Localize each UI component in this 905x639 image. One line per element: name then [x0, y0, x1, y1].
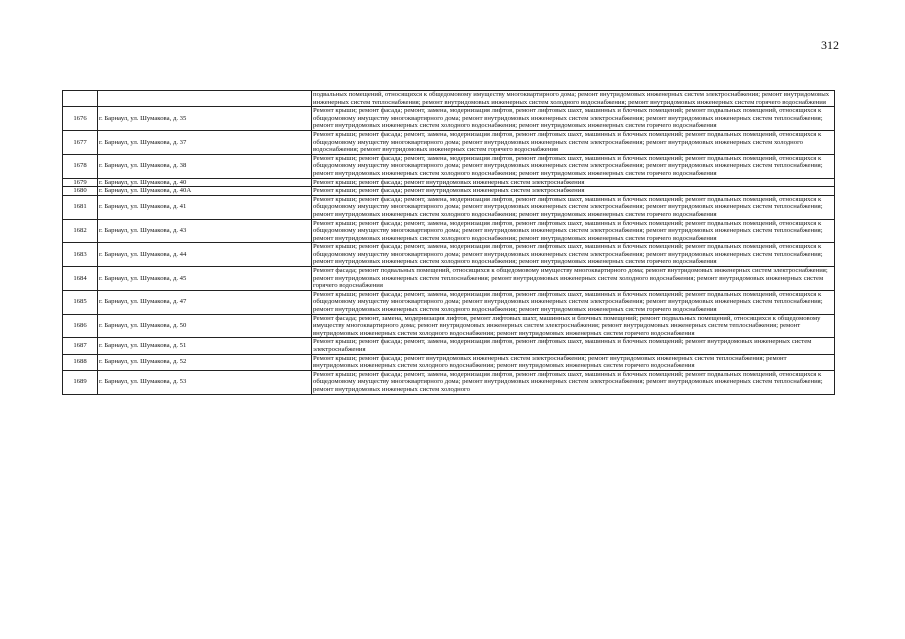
works-list-cell: Ремонт крыши; ремонт фасада; ремонт, замена, модернизация лифтов, ремонт лифтовых шахт, машинных и блочных помещений; ремонт подвальных помещений, относящихся к общедомовому имуществу многоквартирного дома; ремонт внутридомовых инженерных систем электроснабжения; ремонт внутридомовых инженерных систем теплоснабжения; ремонт внутридомовых инженерных систем холодного водоснабжения; ремонт внутридомовых инженерных систем горячего водоснабжения [312, 290, 835, 314]
row-number-cell: 1689 [63, 370, 98, 394]
works-list-cell: Ремонт крыши; ремонт фасада; ремонт, замена, модернизация лифтов, ремонт лифтовых шахт, машинных и блочных помещений; ремонт внутридомовых инженерных систем электроснабжения [312, 338, 835, 354]
works-list-cell: Ремонт крыши; ремонт фасада; ремонт, замена, модернизация лифтов, ремонт лифтовых шахт, машинных и блочных помещений; ремонт подвальных помещений, относящихся к общедомовому имуществу многоквартирного дома; ремонт внутридомовых инженерных систем электроснабжения; ремонт внутридомовых инженерных систем теплоснабжения; ремонт внутридомовых инженерных систем холодного водоснабжения; ремонт внутридомовых инженерных систем горячего водоснабжения [312, 154, 835, 178]
address-cell: г. Барнаул, ул. Шумакова, д. 44 [98, 243, 312, 267]
address-cell: г. Барнаул, ул. Шумакова, д. 51 [98, 338, 312, 354]
row-number-cell: 1682 [63, 219, 98, 243]
works-list-cell: Ремонт фасада; ремонт подвальных помещений, относящихся к общедомовому имуществу многоквартирного дома; ремонт внутридомовых инженерных систем электроснабжения; ремонт внутридомовых инженерных систем теплоснабжения; ремонт внутридомовых инженерных систем холодного водоснабжения; ремонт внутридомовых инженерных систем горячего водоснабжения [312, 267, 835, 291]
table-row [63, 243, 835, 267]
address-cell: г. Барнаул, ул. Шумакова, д. 43 [98, 219, 312, 243]
row-number-cell: 1681 [63, 195, 98, 219]
table-row [63, 370, 835, 394]
works-list-cell: подвальных помещений, относящихся к общедомовому имуществу многоквартирного дома; ремонт внутридомовых инженерных систем электроснабжения; ремонт внутридомовых инженерных систем теплоснабжения; ремонт внутридомовых инженерных систем холодного водоснабжения; ремонт внутридомовых инженерных систем горячего водоснабжения [312, 91, 835, 107]
works-list-cell: Ремонт крыши; ремонт фасада; ремонт, замена, модернизация лифтов, ремонт лифтовых шахт, машинных и блочных помещений; ремонт подвальных помещений, относящихся к общедомовому имуществу многоквартирного дома; ремонт внутридомовых инженерных систем электроснабжения; ремонт внутридомовых инженерных систем теплоснабжения; ремонт внутридомовых инженерных систем холодного водоснабжения; ремонт внутридомовых инженерных систем горячего водоснабжения [312, 195, 835, 219]
works-list-cell: Ремонт крыши; ремонт фасада; ремонт, замена, модернизация лифтов, ремонт лифтовых шахт, машинных и блочных помещений; ремонт подвальных помещений, относящихся к общедомовому имуществу многоквартирного дома; ремонт внутридомовых инженерных систем электроснабжения; ремонт внутридомовых инженерных систем теплоснабжения; ремонт внутридомовых инженерных систем холодного водоснабжения; ремонт внутридомовых инженерных систем горячего водоснабжения [312, 219, 835, 243]
registry-table-body [63, 91, 835, 395]
registry-table [62, 90, 835, 395]
row-number-cell [63, 91, 98, 107]
address-cell: г. Барнаул, ул. Шумакова, д. 50 [98, 314, 312, 338]
row-number-cell: 1683 [63, 243, 98, 267]
address-cell: г. Барнаул, ул. Шумакова, д. 40 [98, 178, 312, 187]
table-row [63, 195, 835, 219]
table-row [63, 130, 835, 154]
row-number-cell: 1688 [63, 354, 98, 370]
row-number-cell: 1687 [63, 338, 98, 354]
address-cell [98, 91, 312, 107]
address-cell: г. Барнаул, ул. Шумакова, д. 40А [98, 187, 312, 196]
row-number-cell: 1679 [63, 178, 98, 187]
row-number-cell: 1685 [63, 290, 98, 314]
address-cell: г. Барнаул, ул. Шумакова, д. 52 [98, 354, 312, 370]
address-cell: г. Барнаул, ул. Шумакова, д. 47 [98, 290, 312, 314]
table-row [63, 91, 835, 107]
table-row [63, 290, 835, 314]
works-list-cell: Ремонт крыши; ремонт фасада; ремонт, замена, модернизация лифтов, ремонт лифтовых шахт, машинных и блочных помещений; ремонт подвальных помещений, относящихся к общедомовому имуществу многоквартирного дома; ремонт внутридомовых инженерных систем электроснабжения; ремонт внутридомовых инженерных систем холодного водоснабжения; ремонт внутридомовых инженерных систем горячего водоснабжения [312, 130, 835, 154]
table-row [63, 187, 835, 196]
row-number-cell: 1686 [63, 314, 98, 338]
works-list-cell: Ремонт крыши; ремонт фасада; ремонт внутридомовых инженерных систем электроснабжения [312, 187, 835, 196]
works-list-cell: Ремонт крыши; ремонт фасада; ремонт, замена, модернизация лифтов, ремонт лифтовых шахт, машинных и блочных помещений; ремонт подвальных помещений, относящихся к общедомовому имуществу многоквартирного дома; ремонт внутридомовых инженерных систем электроснабжения; ремонт внутридомовых инженерных систем теплоснабжения; ремонт внутридомовых инженерных систем холодного водоснабжения; ремонт внутридомовых инженерных систем горячего водоснабжения [312, 107, 835, 131]
row-number-cell: 1684 [63, 267, 98, 291]
works-list-cell: Ремонт фасада; ремонт, замена, модернизация лифтов, ремонт лифтовых шахт, машинных и блочных помещений; ремонт подвальных помещений, относящихся к общедомовому имуществу многоквартирного дома; ремонт внутридомовых инженерных систем электроснабжения; ремонт внутридомовых инженерных систем теплоснабжения; ремонт внутридомовых инженерных систем холодного водоснабжения; ремонт внутридомовых инженерных систем горячего водоснабжения [312, 314, 835, 338]
page-number: 312 [821, 38, 839, 52]
address-cell: г. Барнаул, ул. Шумакова, д. 38 [98, 154, 312, 178]
address-cell: г. Барнаул, ул. Шумакова, д. 45 [98, 267, 312, 291]
row-number-cell: 1680 [63, 187, 98, 196]
address-cell: г. Барнаул, ул. Шумакова, д. 53 [98, 370, 312, 394]
table-row [63, 154, 835, 178]
works-list-cell: Ремонт крыши; ремонт фасада; ремонт внутридомовых инженерных систем электроснабжения [312, 178, 835, 187]
row-number-cell: 1676 [63, 107, 98, 131]
table-row [63, 338, 835, 354]
works-list-cell: Ремонт крыши; ремонт фасада; ремонт внутридомовых инженерных систем электроснабжения; ремонт внутридомовых инженерных систем теплоснабжения; ремонт внутридомовых инженерных систем холодного водоснабжения; ремонт внутридомовых инженерных систем горячего водоснабжения [312, 354, 835, 370]
works-list-cell: Ремонт крыши; ремонт фасада; ремонт, замена, модернизация лифтов, ремонт лифтовых шахт, машинных и блочных помещений; ремонт подвальных помещений, относящихся к общедомовому имуществу многоквартирного дома; ремонт внутридомовых инженерных систем электроснабжения; ремонт внутридомовых инженерных систем теплоснабжения; ремонт внутридомовых инженерных систем холодного [312, 370, 835, 394]
works-list-cell: Ремонт крыши; ремонт фасада; ремонт, замена, модернизация лифтов, ремонт лифтовых шахт, машинных и блочных помещений; ремонт подвальных помещений, относящихся к общедомовому имуществу многоквартирного дома; ремонт внутридомовых инженерных систем электроснабжения; ремонт внутридомовых инженерных систем теплоснабжения; ремонт внутридомовых инженерных систем холодного водоснабжения; ремонт внутридомовых инженерных систем горячего водоснабжения [312, 243, 835, 267]
table-row [63, 267, 835, 291]
table-row [63, 354, 835, 370]
address-cell: г. Барнаул, ул. Шумакова, д. 35 [98, 107, 312, 131]
table-row [63, 219, 835, 243]
table-row [63, 178, 835, 187]
row-number-cell: 1677 [63, 130, 98, 154]
row-number-cell: 1678 [63, 154, 98, 178]
table-row [63, 107, 835, 131]
address-cell: г. Барнаул, ул. Шумакова, д. 37 [98, 130, 312, 154]
address-cell: г. Барнаул, ул. Шумакова, д. 41 [98, 195, 312, 219]
table-row [63, 314, 835, 338]
